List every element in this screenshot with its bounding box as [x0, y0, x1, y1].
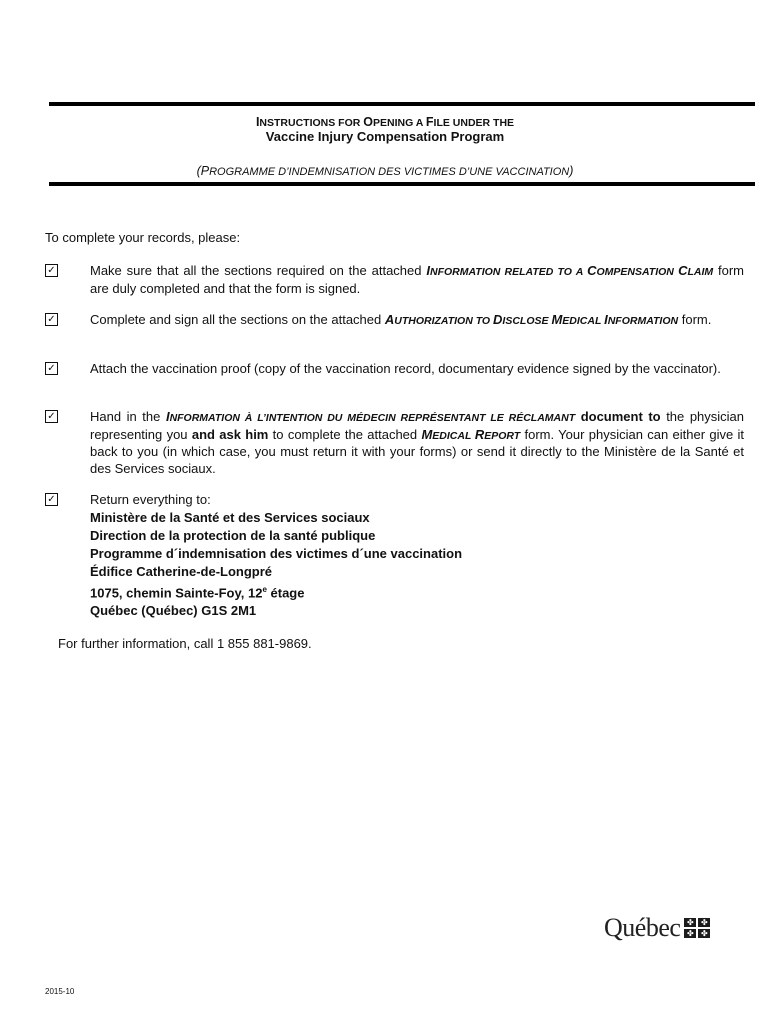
title-cap: F — [425, 115, 434, 129]
title-cap: O — [363, 115, 373, 129]
item-text: form. Your physician can either give it back to you (in which case, you must return it with your forms) or send it directly to the Ministère de la Santé et des Services sociaux. — [90, 426, 745, 476]
checkbox-icon: ✓ — [45, 362, 58, 375]
item-text: form are duly completed and that the form is signed. — [90, 263, 744, 296]
address-line: 1075, chemin Sainte-Foy, 12e étage — [90, 584, 305, 600]
checklist-item-4 — [45, 409, 744, 477]
form-date: 2015-10 — [45, 987, 75, 996]
form-name: INFORMATION À L’INTENTION DU MÉDECIN REPRÉSENTANT LE RÉCLAMANT — [165, 409, 576, 424]
contact-info: For further information, call 1 855 881-9869. — [58, 636, 312, 651]
intro-text: To complete your records, please: — [45, 230, 241, 245]
logo-wordmark: Québec — [604, 913, 681, 942]
item-text: Make sure that all the sections required on the attached — [90, 263, 427, 278]
fleur-de-lis-flag-icon: ✤ ✤ ✤ ✤ — [684, 918, 710, 938]
checklist-item-1 — [45, 263, 744, 297]
title-cap: I — [255, 115, 260, 129]
title-small: PENING A — [373, 117, 426, 129]
item-text: Complete and sign all the sections on the attached — [90, 312, 385, 327]
checkbox-icon: ✓ — [45, 313, 58, 326]
item-text: to complete the attached — [268, 426, 422, 442]
checkbox-icon: ✓ — [45, 264, 58, 277]
checkbox-icon: ✓ — [45, 493, 58, 506]
address-line: Direction de la protection de la santé publique — [90, 527, 376, 543]
french-close: ) — [569, 164, 574, 178]
french-rest: ROGRAMME D’INDEMNISATION DES VICTIMES D’UNE VACCINATION — [209, 166, 570, 178]
title-line-1 — [0, 115, 770, 129]
item-text: the physician representing you — [90, 409, 745, 442]
form-name: AUTHORIZATION TO DISCLOSE MEDICAL INFORMATION — [384, 312, 679, 327]
top-divider — [49, 100, 755, 106]
address-line: Édifice Catherine-de-Longpré — [90, 563, 273, 579]
address-line: Programme d´indemnisation des victimes d´une vaccination — [90, 545, 463, 561]
bottom-divider — [49, 182, 755, 188]
checklist-item-2 — [45, 312, 744, 330]
checkbox-icon: ✓ — [45, 410, 58, 423]
form-name: INFORMATION RELATED TO A COMPENSATION CLAIM — [426, 263, 714, 278]
french-open: (P — [196, 164, 210, 178]
title-small: NSTRUCTIONS FOR — [259, 117, 364, 129]
address-line: Ministère de la Santé et des Services sociaux — [90, 509, 370, 525]
form-name: MEDICAL REPORT — [421, 426, 521, 442]
item-bold-text: and ask him — [191, 426, 269, 442]
item-bold-text: document to — [575, 409, 661, 424]
item-text: Attach the vaccination proof (copy of the vaccination record, documentary evidence signed by the vaccinator). — [90, 361, 721, 376]
program-title: Vaccine Injury Compensation Program — [265, 129, 505, 144]
mailing-address — [90, 509, 744, 620]
program-title-french — [0, 164, 770, 178]
title-small: ILE UNDER THE — [433, 117, 515, 129]
item-text: Return everything to: — [90, 492, 211, 507]
item-text: Hand in the — [90, 409, 166, 424]
checklist-item-3 — [45, 361, 744, 378]
address-line: Québec (Québec) G1S 2M1 — [90, 602, 257, 618]
checklist-item-5 — [45, 492, 744, 620]
quebec-logo — [604, 913, 710, 943]
item-text: form. — [678, 312, 712, 327]
